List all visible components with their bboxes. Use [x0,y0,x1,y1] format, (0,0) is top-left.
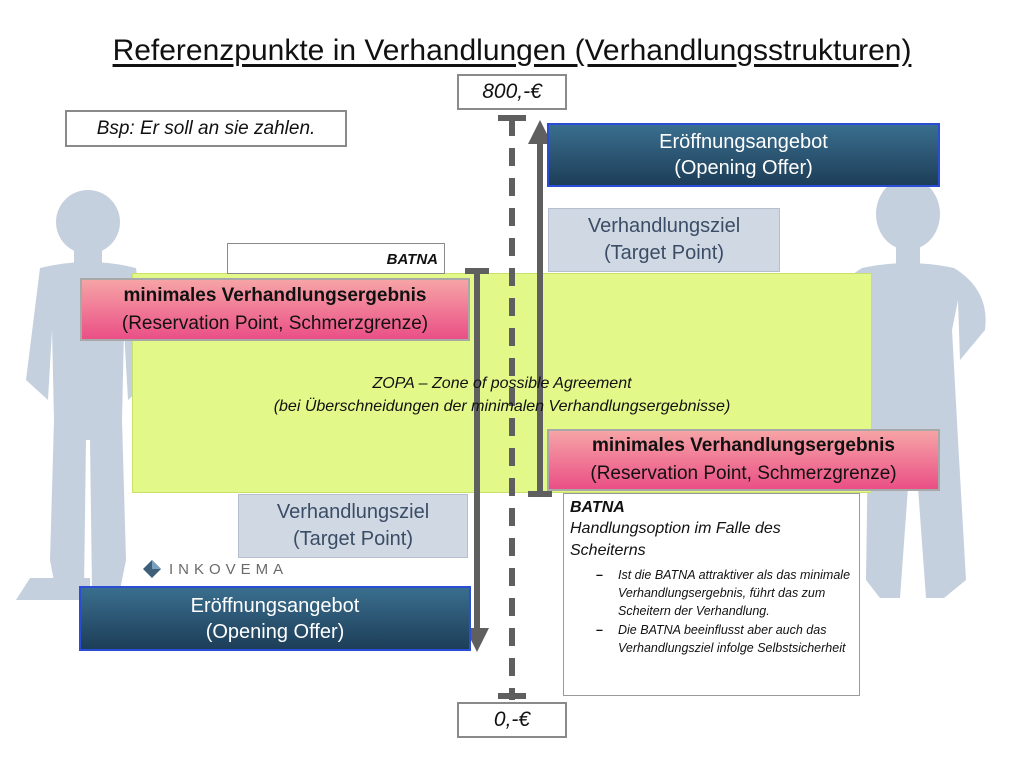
buyer-opening-offer-line2: (Opening Offer) [205,620,345,643]
buyer-reservation-point-line1: minimales Verhandlungsergebnis [123,284,427,306]
example-label: Bsp: Er soll an sie zahlen. [65,110,347,147]
seller-opening-offer-line2: (Opening Offer) [674,157,813,179]
buyer-opening-offer-line1: Eröffnungsangebot [190,594,360,617]
zopa-label-line1: ZOPA – Zone of possible Agreement [372,375,632,392]
seller-reservation-point-line1: minimales Verhandlungsergebnis [591,435,896,456]
zopa-label [132,372,872,418]
buyer-reservation-point-line2: (Reservation Point, Schmerzgrenze) [121,312,429,334]
seller-target-point-line2: (Target Point) [603,242,725,264]
seller-reservation-point [547,429,940,491]
batna-explanation-title: BATNA [570,499,625,516]
seller-target-point-line1: Verhandlungsziel [587,215,741,237]
batna-explanation [563,493,860,696]
inkovema-logo-text: INKOVEMA [169,560,289,578]
scale-top-value: 800,-€ [457,74,567,110]
seller-reservation-point-line2: (Reservation Point, Schmerzgrenze) [590,463,897,484]
buyer-target-point [238,494,468,558]
seller-opening-offer [547,123,940,187]
buyer-opening-offer [79,586,471,651]
inkovema-logo-icon [143,560,161,578]
batna-explanation-bullet: – Die BATNA beeinflusst aber auch das Verhandlungsziel infolge Selbstsicherheit [618,621,853,657]
buyer-target-point-line2: (Target Point) [292,528,414,550]
batna-explanation-list [570,566,853,657]
seller-opening-offer-line1: Eröffnungsangebot [659,131,828,153]
batna-explanation-bullet: – Ist die BATNA attraktiver als das minimale Verhandlungsergebnis, führt das zum Scheitern der Verhandlung. [618,566,853,620]
seller-target-point [548,208,780,272]
scale-bottom-value: 0,-€ [457,702,567,738]
page-title: Referenzpunkte in Verhandlungen (Verhandlungsstrukturen) [112,34,912,67]
batna-explanation-subtitle: Handlungsoption im Falle des Scheiterns [570,520,781,559]
zopa-label-line2: (bei Überschneidungen der minimalen Verhandlungsergebnisse) [273,398,731,415]
buyer-target-point-line1: Verhandlungsziel [276,501,430,523]
inkovema-logo [143,559,288,579]
buyer-reservation-point [80,278,470,341]
buyer-batna-label: BATNA [227,243,445,274]
